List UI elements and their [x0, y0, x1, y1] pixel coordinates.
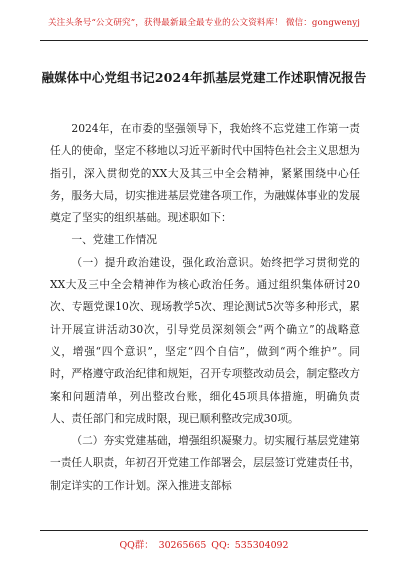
footer-divider [40, 530, 368, 531]
header-divider [40, 40, 368, 41]
paragraph-political-building: （一）提升政治建设，强化政治意识。始终把学习贯彻党的XX大及三中全会精神作为核心政治任务。通过组织集体研讨20次、专题党课10次、现场教学5次、理论测试5次等多种形式，累计开展宣讲活动30次，引导党员深刻领会“两个确立”的战略意义，增强“四个意识”，坚定“四个自信”，做到“两个维护”。同时，严格遵守政治纪律和规矩，召开专项整改动员会，制定整改方案和问题清单，列出整改台账，细化45项具体措施，明确负责人、责任部门和完成时限，现已顺利整改完成30项。 [50, 255, 360, 425]
document-body [50, 118, 360, 497]
section-heading: 一、党建工作情况 [71, 233, 157, 247]
paragraph-intro: 2024年，在市委的坚强领导下，我始终不忘党建工作第一责任人的使命，坚定不移地以习近平新时代中国特色社会主义思想为指引，深入贯彻党的XX大及其三中全会精神，紧紧围绕中心任务，服务大局，切实推进基层党建各项工作，为融媒体事业的发展奠定了坚实的组织基础。现述职如下： [50, 122, 360, 225]
header-banner: 关注头条号“公文研究”，获得最新最全最专业的公文资料库！ 微信：gongwenyj [47, 18, 361, 28]
paragraph-party-foundation: （二）夯实党建基础，增强组织凝聚力。切实履行基层党建第一责任人职责，年初召开党建工作部署会，层层签订党建责任书，制定详实的工作计划。深入推进支部标 [50, 434, 360, 492]
document-title: 融媒体中心党组书记2024年抓基层党建工作述职情况报告 [41, 70, 367, 85]
footer-contact: QQ群： 30265665 QQ: 535304092 [119, 540, 289, 551]
